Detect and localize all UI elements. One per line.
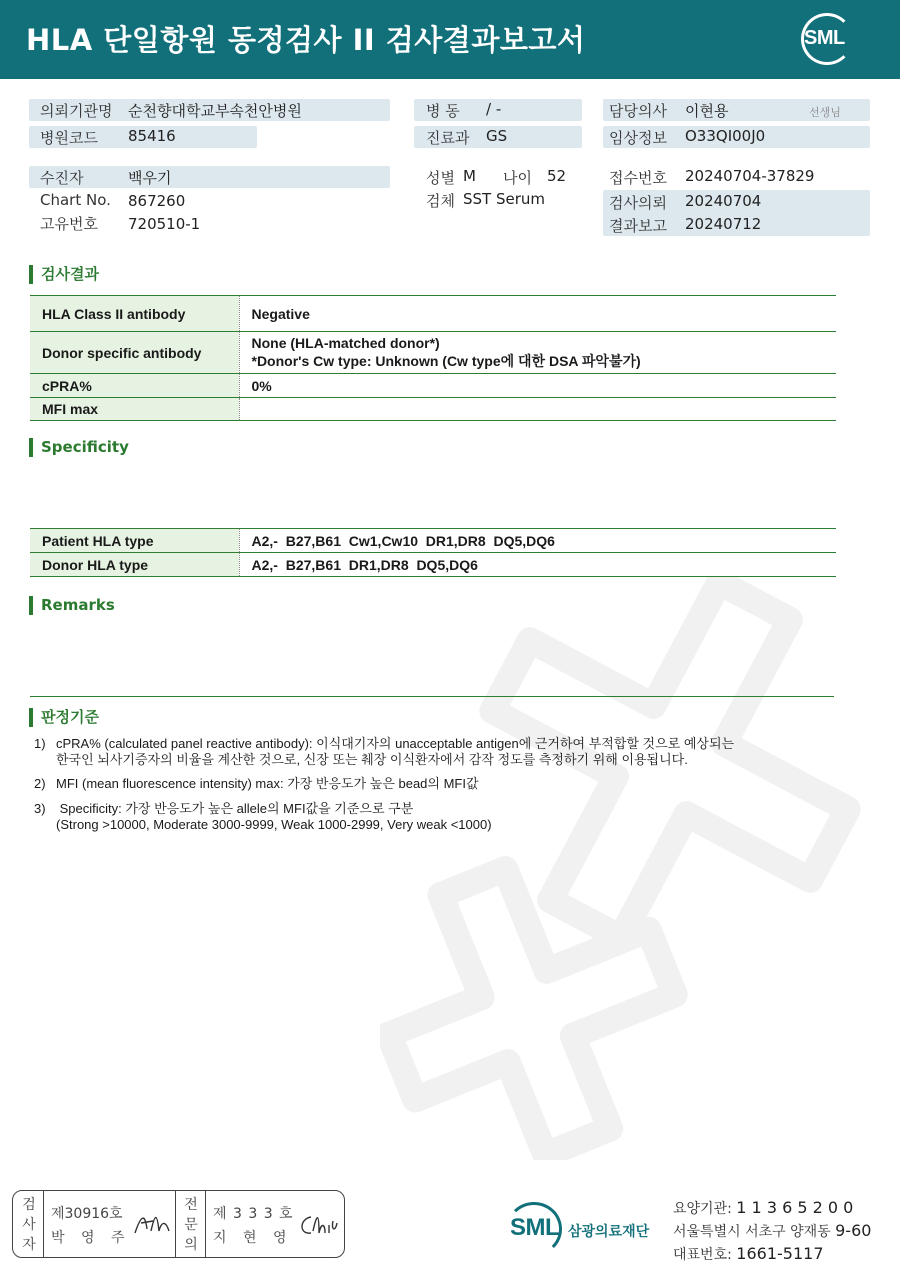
report-label: 결과보고 (609, 217, 667, 235)
doctor-suffix: 선생님 (809, 106, 841, 119)
signature-divider (43, 1191, 44, 1257)
table-row (30, 529, 836, 553)
criteria-num: 2) (34, 776, 46, 791)
specimen-label: 검체 (426, 192, 455, 210)
patient-label: 수진자 (40, 169, 84, 187)
criteria-line2: (Strong >10000, Moderate 3000-9999, Weak 1000-2999, Very weak <1000) (56, 817, 492, 832)
dsa-value-line2: *Donor's Cw type: Unknown (Cw type에 대한 DSA 파악불가) (251, 352, 641, 369)
result-value (239, 398, 836, 421)
doctor-value: 이현용 (685, 102, 729, 120)
specialist-license: 제 3 3 3 호 (213, 1206, 294, 1222)
dept-label: 진료과 (426, 129, 470, 147)
request-label: 검사의뢰 (609, 194, 667, 212)
footer-care-code (673, 1198, 853, 1218)
specialist-label (179, 1191, 203, 1257)
address-label: 서울특별시 서초구 양재동 (673, 1224, 831, 1240)
clinical-value: O33QI00J0 (685, 127, 766, 145)
signature-box (12, 1190, 345, 1258)
sex-label: 성별 (426, 169, 455, 187)
watermark-cross-icon (380, 540, 900, 1160)
specimen-value: SST Serum (463, 190, 546, 208)
age-value: 52 (547, 167, 567, 185)
results-table (30, 295, 836, 421)
chart-label: Chart No. (40, 191, 111, 209)
request-value: 20240704 (685, 192, 762, 210)
institution-value: 순천향대학교부속천안병원 (128, 102, 302, 120)
hospital-code-label: 병원코드 (40, 129, 98, 147)
result-key: HLA Class II antibody (30, 296, 239, 332)
remarks-divider (30, 696, 834, 697)
hla-value: A2,- B27,B61 DR1,DR8 DQ5,DQ6 (239, 553, 836, 577)
footer-phone (673, 1244, 824, 1264)
footer-logo-sml: SML (510, 1214, 560, 1241)
phone-value: 1661-5117 (736, 1244, 824, 1263)
footer-address (673, 1221, 871, 1241)
hla-value: A2,- B27,B61 Cw1,Cw10 DR1,DR8 DQ5,DQ6 (239, 529, 836, 553)
dept-value: GS (486, 127, 508, 145)
table-row (30, 374, 836, 398)
result-value: Negative (239, 296, 836, 332)
ward-value: / - (486, 100, 502, 118)
sex-value: M (463, 167, 476, 185)
result-value (239, 332, 836, 374)
criteria-line2: 한국인 뇌사기증자의 비율을 계산한 것으로, 신장 또는 췌장 이식환자에서 감작 정도를 측정하기 위해 이용됩니다. (56, 752, 688, 767)
criteria-item (34, 801, 492, 833)
report-title: HLA 단일항원 동정검사 II 검사결과보고서 (26, 23, 586, 57)
table-row (30, 553, 836, 577)
criteria-line1: MFI (mean fluorescence intensity) max: 가장 반응도가 높은 bead의 MFI값 (56, 776, 479, 791)
doctor-label: 담당의사 (609, 102, 667, 120)
remarks-heading: Remarks (29, 596, 115, 615)
receipt-value: 20240704-37829 (685, 167, 815, 185)
result-key: MFI max (30, 398, 239, 421)
receipt-label: 접수번호 (609, 169, 667, 187)
phone-label: 대표번호: (673, 1247, 732, 1263)
report-header (0, 0, 900, 79)
criteria-item (34, 736, 734, 768)
footer-org-name: 삼광의료재단 (568, 1224, 650, 1240)
hla-key: Patient HLA type (30, 529, 239, 553)
result-value: 0% (239, 374, 836, 398)
hla-key: Donor HLA type (30, 553, 239, 577)
institution-label: 의뢰기관명 (40, 102, 113, 120)
care-code-label: 요양기관: (673, 1201, 732, 1217)
patient-value: 백우기 (128, 169, 172, 187)
criteria-line1: cPRA% (calculated panel reactive antibody): 이식대기자의 unacceptable antigen에 근거하여 부적합할 것으로 예상되는 (56, 736, 735, 751)
examiner-label (17, 1191, 41, 1257)
table-row (30, 332, 836, 374)
criteria-line1: Specificity: 가장 반응도가 높은 allele의 MFI값을 기준으로 구분 (56, 801, 414, 816)
examiner-license: 제30916호 (51, 1206, 123, 1222)
criteria-heading: 판정기준 (29, 708, 99, 727)
address-value: 9-60 (835, 1221, 872, 1240)
specialist-signature-icon (295, 1209, 339, 1239)
specificity-heading: Specificity (29, 438, 129, 457)
examiner-name: 박 영 주 (51, 1230, 131, 1246)
specialist-name: 지 현 영 (213, 1230, 293, 1246)
clinical-label: 임상정보 (609, 129, 667, 147)
results-heading: 검사결과 (29, 265, 99, 284)
hla-type-table (30, 528, 836, 577)
criteria-num: 3) (34, 801, 46, 816)
unique-label: 고유번호 (40, 215, 98, 233)
table-row (30, 398, 836, 421)
examiner-label-text: 검사자 (22, 1197, 36, 1253)
criteria-item (34, 776, 479, 792)
chart-value: 867260 (128, 192, 186, 210)
sml-logo: SML (804, 27, 845, 49)
table-row (30, 296, 836, 332)
ward-label: 병 동 (426, 102, 460, 120)
unique-value: 720510-1 (128, 215, 201, 233)
examiner-signature-icon (131, 1209, 173, 1239)
age-label: 나이 (503, 169, 532, 187)
specialist-label-text: 전문의 (184, 1197, 198, 1253)
report-value: 20240712 (685, 215, 762, 233)
signature-divider (205, 1191, 206, 1257)
hospital-code-value: 85416 (128, 127, 176, 145)
care-code-value: 1 1 3 6 5 2 0 0 (736, 1198, 854, 1217)
result-key: Donor specific antibody (30, 332, 239, 374)
result-key: cPRA% (30, 374, 239, 398)
criteria-num: 1) (34, 736, 46, 751)
signature-divider (175, 1191, 176, 1257)
dsa-value-line1: None (HLA-matched donor*) (251, 334, 440, 351)
